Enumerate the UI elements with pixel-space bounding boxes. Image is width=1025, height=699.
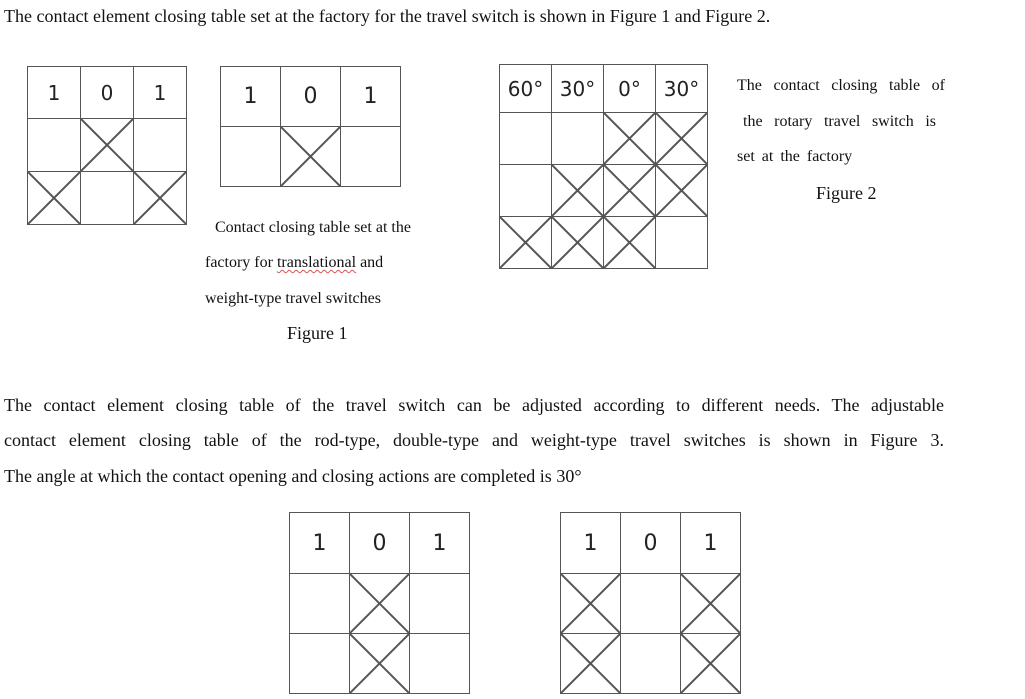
open-contact-cell	[621, 634, 681, 694]
cross-mark-icon	[604, 113, 655, 164]
open-contact-cell	[341, 127, 401, 187]
figure3-table-b	[560, 512, 741, 694]
figure1-caption-line2: factory for translational and	[205, 254, 384, 271]
figure2-description-line3: set at the factory	[737, 148, 853, 165]
adjustment-paragraph-line2: contact element closing table of the rod-type, double-type and weight-type travel switches is shown in Figure 3.	[4, 430, 944, 450]
closed-contact-cell	[561, 634, 621, 694]
cross-mark-icon	[656, 113, 707, 164]
open-contact-cell	[81, 172, 134, 225]
figure2-description-line2: the rotary travel switch is	[743, 113, 936, 130]
cross-mark-icon	[561, 574, 620, 633]
cross-mark-icon	[81, 119, 133, 171]
figure1-caption-line1: Contact closing table set at the	[215, 219, 411, 236]
figure1-caption-line3: weight-type travel switches	[205, 290, 381, 307]
closed-contact-cell	[552, 217, 604, 269]
adjustment-paragraph-line1: The contact element closing table of the travel switch can be adjusted according to different needs. The adjustable	[4, 395, 944, 415]
cross-mark-icon	[350, 574, 409, 633]
cross-mark-icon	[134, 172, 186, 224]
header-cell: 1	[341, 67, 401, 127]
closed-contact-cell	[281, 127, 341, 187]
open-contact-cell	[500, 113, 552, 165]
figure2-table	[499, 64, 708, 269]
figure2-label: Figure 2	[816, 183, 877, 203]
figure1-table-b	[220, 66, 401, 187]
cross-mark-icon	[500, 217, 551, 268]
open-contact-cell	[500, 165, 552, 217]
intro-paragraph: The contact element closing table set at the factory for the travel switch is shown in Figure 1 and Figure 2.	[4, 6, 771, 26]
closed-contact-cell	[656, 113, 708, 165]
open-contact-cell	[28, 119, 81, 172]
spellcheck-underlined-word: translational	[276, 254, 357, 271]
cross-mark-icon	[681, 574, 740, 633]
closed-contact-cell	[604, 165, 656, 217]
cross-mark-icon	[681, 634, 740, 693]
open-contact-cell	[410, 634, 470, 694]
adjustment-paragraph-line3: The angle at which the contact opening and closing actions are completed is 30°	[4, 466, 582, 486]
closed-contact-cell	[350, 574, 410, 634]
header-cell: 0	[621, 513, 681, 574]
header-cell: 30°	[656, 65, 708, 113]
closed-contact-cell	[81, 119, 134, 172]
open-contact-cell	[221, 127, 281, 187]
header-cell: 30°	[552, 65, 604, 113]
closed-contact-cell	[604, 217, 656, 269]
header-cell: 0°	[604, 65, 656, 113]
open-contact-cell	[290, 634, 350, 694]
figure2-description-line1: The contact closing table of	[737, 77, 945, 94]
header-cell: 0	[81, 67, 134, 119]
header-cell: 1	[28, 67, 81, 119]
header-cell: 0	[281, 67, 341, 127]
open-contact-cell	[134, 119, 187, 172]
cross-mark-icon	[552, 165, 603, 216]
cross-mark-icon	[561, 634, 620, 693]
cross-mark-icon	[656, 165, 707, 216]
header-cell: 1	[290, 513, 350, 574]
cross-mark-icon	[604, 217, 655, 268]
cross-mark-icon	[28, 172, 80, 224]
header-cell: 60°	[500, 65, 552, 113]
header-cell: 1	[134, 67, 187, 119]
figure1-label: Figure 1	[287, 323, 348, 343]
open-contact-cell	[290, 574, 350, 634]
cross-mark-icon	[350, 634, 409, 693]
open-contact-cell	[552, 113, 604, 165]
header-cell: 1	[681, 513, 741, 574]
header-cell: 0	[350, 513, 410, 574]
cross-mark-icon	[604, 165, 655, 216]
closed-contact-cell	[28, 172, 81, 225]
closed-contact-cell	[604, 113, 656, 165]
cross-mark-icon	[281, 127, 340, 186]
header-cell: 1	[221, 67, 281, 127]
figure3-table-a	[289, 512, 470, 694]
figure1-table-a	[27, 66, 187, 225]
closed-contact-cell	[350, 634, 410, 694]
closed-contact-cell	[681, 634, 741, 694]
closed-contact-cell	[561, 574, 621, 634]
closed-contact-cell	[552, 165, 604, 217]
closed-contact-cell	[134, 172, 187, 225]
header-cell: 1	[410, 513, 470, 574]
closed-contact-cell	[500, 217, 552, 269]
closed-contact-cell	[681, 574, 741, 634]
open-contact-cell	[656, 217, 708, 269]
open-contact-cell	[410, 574, 470, 634]
header-cell: 1	[561, 513, 621, 574]
closed-contact-cell	[656, 165, 708, 217]
cross-mark-icon	[552, 217, 603, 268]
open-contact-cell	[621, 574, 681, 634]
